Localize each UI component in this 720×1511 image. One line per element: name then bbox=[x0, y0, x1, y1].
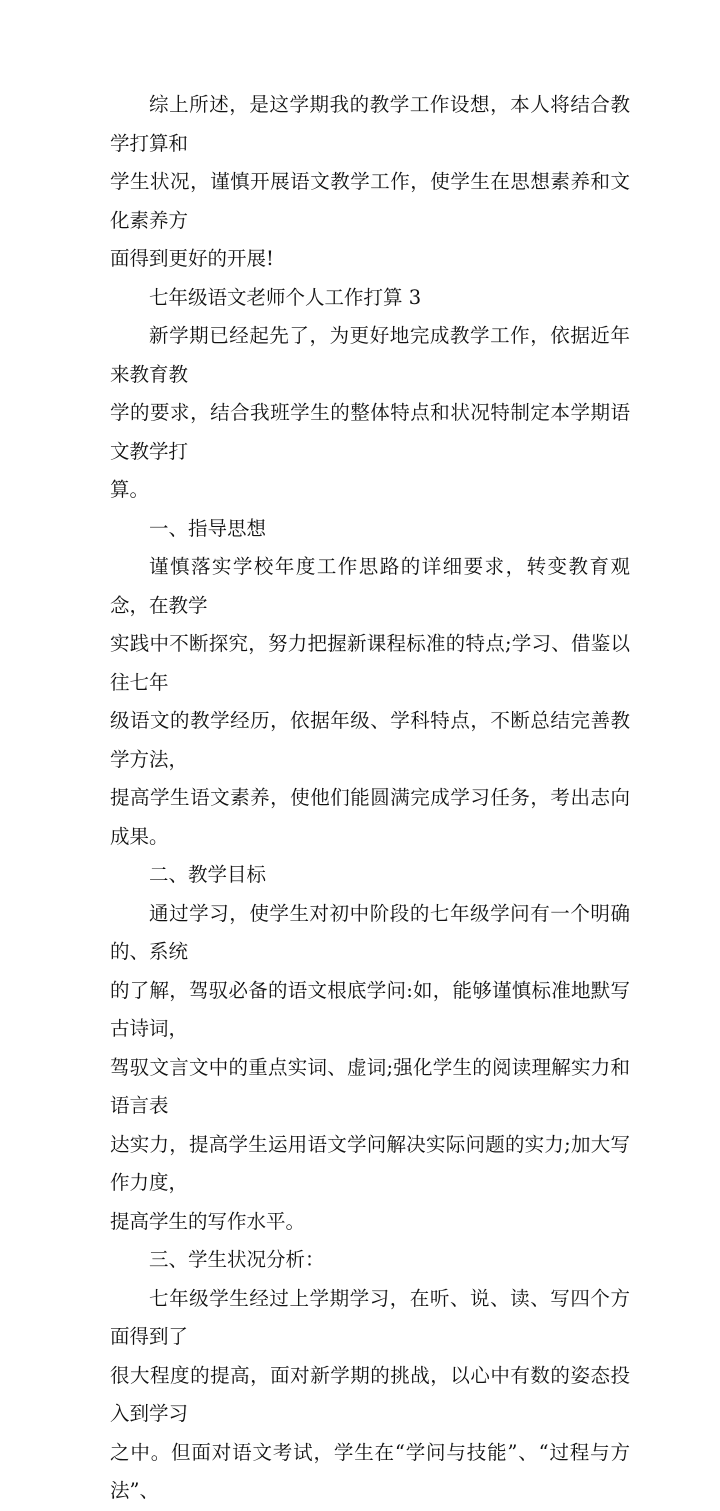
paragraph-teaching-goals bbox=[110, 895, 630, 1242]
text-line: 提高学生语文素养，使他们能圆满完成学习任务，考出志向成果。 bbox=[110, 786, 630, 848]
text-line: 面得到更好的开展! bbox=[110, 247, 274, 270]
text-line: 通过学习，使学生对初中阶段的七年级学问有一个明确的、系统 bbox=[110, 901, 630, 963]
text-line: 综上所述，是这学期我的教学工作设想，本人将结合教学打算和 bbox=[110, 93, 630, 155]
paragraph-conclusion bbox=[110, 86, 630, 279]
text-line: 之中。但面对语文考试，学生在“学问与技能”、“过程与方法”、 bbox=[110, 1440, 630, 1502]
text-line: 谨慎落实学校年度工作思路的详细要求，转变教育观念，在教学 bbox=[110, 555, 630, 617]
text-line: 学的要求，结合我班学生的整体特点和状况特制定本学期语文教学打 bbox=[110, 401, 630, 463]
heading-student-analysis bbox=[110, 1241, 630, 1280]
paragraph-student-analysis bbox=[110, 1280, 630, 1511]
text-line: 驾驭文言文中的重点实词、虚词;强化学生的阅读理解实力和语言表 bbox=[110, 1055, 630, 1117]
text-line: 七年级学生经过上学期学习，在听、说、读、写四个方面得到了 bbox=[110, 1286, 630, 1348]
text-line: 达实力，提高学生运用语文学问解决实际问题的实力;加大写作力度， bbox=[110, 1132, 630, 1194]
text-line: 算。 bbox=[110, 478, 150, 501]
text-line: 提高学生的写作水平。 bbox=[110, 1209, 306, 1233]
paragraph-intro bbox=[110, 317, 630, 510]
heading-guiding-thought bbox=[110, 510, 630, 549]
text-line: 实践中不断探究，努力把握新课程标准的特点;学习、借鉴以往七年 bbox=[110, 632, 630, 694]
text-line: 学生状况，谨慎开展语文教学工作，使学生在思想素养和文化素养方 bbox=[110, 170, 630, 232]
text-line: 很大程度的提高，面对新学期的挑战，以心中有数的姿态投入到学习 bbox=[110, 1363, 630, 1425]
text-line: 七年级语文老师个人工作打算 3 bbox=[149, 285, 422, 309]
document-body bbox=[110, 86, 630, 1511]
text-line: 的了解，驾驭必备的语文根底学问:如，能够谨慎标准地默写古诗词， bbox=[110, 978, 630, 1040]
text-line: 新学期已经起先了，为更好地完成教学工作，依据近年来教育教 bbox=[110, 324, 630, 386]
text-line: 级语文的教学经历，依据年级、学科特点，不断总结完善教学方法， bbox=[110, 709, 630, 771]
heading-teaching-goals bbox=[110, 856, 630, 895]
text-line: 二、教学目标 bbox=[149, 863, 267, 886]
text-line: 一、指导思想 bbox=[149, 516, 267, 540]
paragraph-guiding-thought bbox=[110, 548, 630, 856]
text-line: 三、学生状况分析： bbox=[149, 1248, 325, 1271]
section-title bbox=[110, 279, 630, 318]
